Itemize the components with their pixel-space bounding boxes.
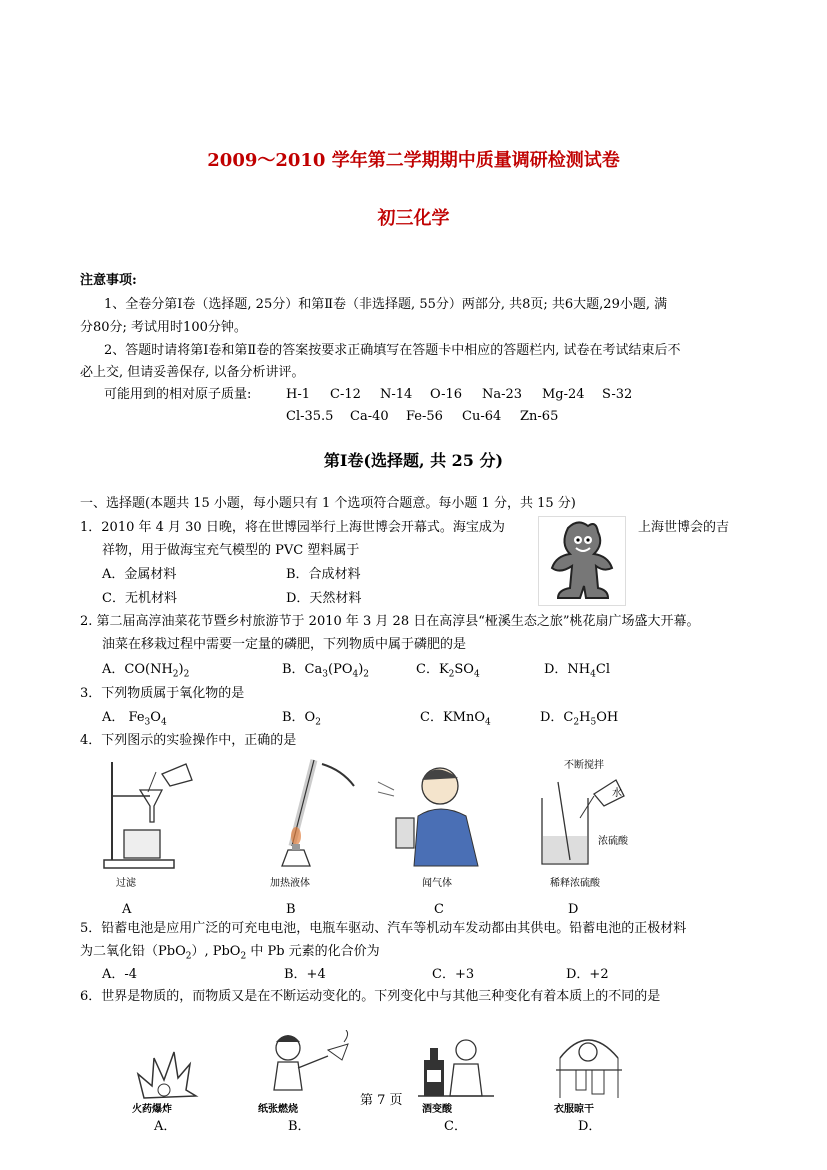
q1-stem-c: 祥物，用于做海宝充气模型的 PVC 塑料属于 bbox=[102, 543, 360, 558]
wine-souring-figure bbox=[414, 1030, 498, 1114]
q2-stem-a: 2. 第二届高淳油菜花节暨乡村旅游节于 2010 年 3 月 28 日在高淳县“桠溪生态之旅”桃花扇广场盛大开幕。 bbox=[80, 614, 700, 629]
haibao-mascot-image bbox=[538, 516, 626, 606]
page-number: 第 7 页 bbox=[360, 1093, 403, 1108]
clothes-drying-figure bbox=[546, 1028, 632, 1114]
q2-stem-b: 油菜在移栽过程中需要一定量的磷肥，下列物质中属于磷肥的是 bbox=[102, 637, 467, 652]
q1-option-c: C．无机材料 bbox=[102, 591, 177, 606]
mass-fe: Fe-56 bbox=[406, 409, 443, 424]
q4-caption-smell: 闻气体 bbox=[422, 878, 452, 889]
q5-stem-a: 5．铅蓄电池是应用广泛的可充电电池，电瓶车驱动、汽车等机动车发动都由其供电。铅蓄电池的正极材料 bbox=[80, 921, 687, 936]
part1-heading: 一、选择题(本题共 15 小题，每小题只有 1 个选项符合题意。每小题 1 分，共 15 分) bbox=[80, 496, 576, 511]
q4-option-d: D bbox=[568, 902, 579, 917]
q4-caption-filter: 过滤 bbox=[116, 878, 136, 889]
notice-heading: 注意事项: bbox=[80, 273, 137, 288]
q4-label-acid: 浓硫酸 bbox=[598, 836, 628, 847]
q3-stem: 3．下列物质属于氧化物的是 bbox=[80, 686, 245, 701]
q1-option-b: B．合成材料 bbox=[286, 567, 361, 582]
q4-option-b: B bbox=[286, 902, 296, 917]
q6-caption-wine: 酒变酸 bbox=[422, 1104, 452, 1115]
q1-stem-a: 1．2010 年 4 月 30 日晚，将在世博园举行上海世博会开幕式。海宝成为 bbox=[80, 520, 505, 535]
q5-option-c: C．+3 bbox=[432, 967, 475, 982]
q3-option-d: D．$C_2H_5OH$ bbox=[540, 710, 619, 728]
mass-c: C-12 bbox=[330, 387, 361, 402]
notice-line2b: 必上交, 但请妥善保存, 以备分析讲评。 bbox=[80, 365, 305, 380]
q4-stem: 4．下列图示的实验操作中，正确的是 bbox=[80, 733, 297, 748]
q4-option-c: C bbox=[434, 902, 444, 917]
smell-gas-figure bbox=[374, 756, 490, 888]
q1-option-d: D．天然材料 bbox=[286, 591, 362, 606]
gunpowder-explosion-figure bbox=[124, 1034, 204, 1114]
q2-option-c: C．$K_2SO_4$ bbox=[416, 662, 480, 680]
q3-option-c: C．KMnO$_4$ bbox=[420, 710, 491, 728]
heating-liquid-figure bbox=[262, 756, 362, 888]
dilute-acid-figure bbox=[528, 756, 638, 888]
mass-zn: Zn-65 bbox=[520, 409, 559, 424]
q4-label-stir: 不断搅拌 bbox=[564, 760, 604, 771]
mass-label: 可能用到的相对原子质量: bbox=[104, 387, 252, 402]
q6-option-c: C． bbox=[444, 1119, 467, 1134]
mass-n: N-14 bbox=[380, 387, 413, 402]
notice-line1a: 1、全卷分第Ⅰ卷（选择题, 25分）和第Ⅱ卷（非选择题, 55分）两部分, 共8页; 共6大题,29小题, 满 bbox=[104, 297, 668, 312]
q3-option-a: A． $Fe_3O_4$ bbox=[102, 710, 167, 728]
q5-option-a: A．-4 bbox=[102, 967, 138, 982]
q2-option-d: D．$NH_4Cl$ bbox=[544, 662, 610, 680]
q5-option-b: B．+4 bbox=[284, 967, 326, 982]
q1-option-a: A．金属材料 bbox=[102, 567, 177, 582]
exam-title: 2009～2010 学年第二学期期中质量调研检测试卷 bbox=[207, 150, 620, 171]
q6-option-d: D． bbox=[578, 1119, 602, 1134]
q5-option-d: D．+2 bbox=[566, 967, 609, 982]
mass-s: S-32 bbox=[602, 387, 633, 402]
q5-stem-b: 为二氧化铅（PbO$_2$）, PbO$_2$ 中 Pb 元素的化合价为 bbox=[80, 944, 380, 962]
q1-stem-b: 上海世博会的吉 bbox=[638, 520, 730, 535]
q4-label-water: 水 bbox=[612, 788, 622, 799]
q6-option-a: A． bbox=[154, 1119, 177, 1134]
q4-option-a: A bbox=[122, 902, 132, 917]
q6-caption-paper: 纸张燃烧 bbox=[258, 1104, 298, 1115]
mass-cu: Cu-64 bbox=[462, 409, 502, 424]
q3-option-b: B．$O_2$ bbox=[282, 710, 321, 728]
q6-caption-clothes: 衣服晾干 bbox=[554, 1104, 594, 1115]
filtration-figure bbox=[100, 756, 200, 888]
mass-mg: Mg-24 bbox=[542, 387, 585, 402]
section-heading: 第Ⅰ卷(选择题, 共 25 分) bbox=[323, 451, 504, 470]
q2-option-b: B．$Ca_3(PO_4)_2$ bbox=[282, 662, 370, 680]
q4-caption-heat: 加热液体 bbox=[270, 878, 310, 889]
q6-option-b: B． bbox=[288, 1119, 311, 1134]
mass-ca: Ca-40 bbox=[350, 409, 389, 424]
notice-line1b: 分80分; 考试用时100分钟。 bbox=[80, 320, 247, 335]
exam-subtitle: 初三化学 bbox=[377, 208, 450, 229]
mass-na: Na-23 bbox=[482, 387, 523, 402]
q6-stem: 6．世界是物质的，而物质又是在不断运动变化的。下列变化中与其他三种变化有着本质上的不同的是 bbox=[80, 989, 661, 1004]
q6-caption-explosion: 火药爆炸 bbox=[132, 1104, 172, 1115]
mass-o: O-16 bbox=[430, 387, 463, 402]
notice-line2a: 2、答题时请将第Ⅰ卷和第Ⅱ卷的答案按要求正确填写在答题卡中相应的答题栏内, 试卷在考试结束后不 bbox=[104, 343, 681, 358]
q4-caption-dilute: 稀释浓硫酸 bbox=[550, 878, 600, 889]
mass-cl: Cl-35.5 bbox=[286, 409, 334, 424]
q2-option-a: A．$CO(NH_2)_2$ bbox=[102, 662, 190, 680]
paper-burning-figure bbox=[258, 1030, 358, 1114]
mass-h: H-1 bbox=[286, 387, 311, 402]
